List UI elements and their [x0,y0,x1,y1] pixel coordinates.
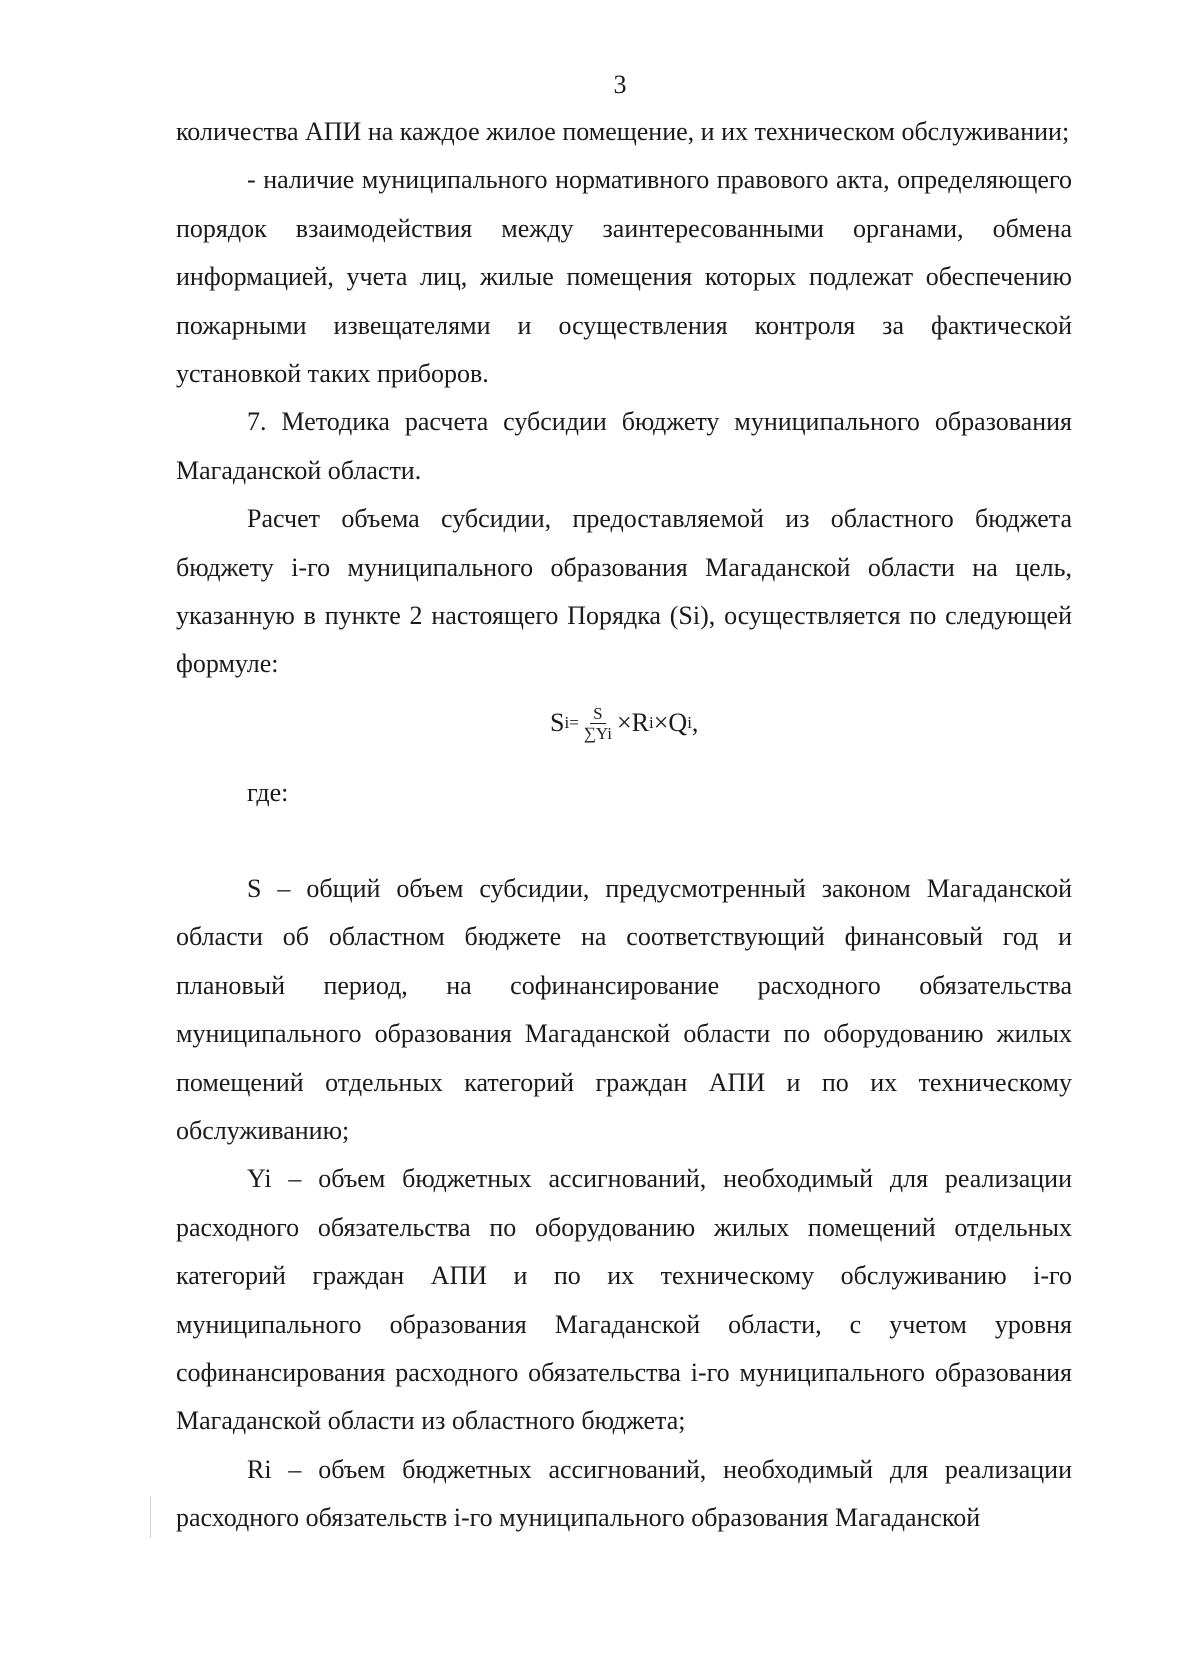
paragraph-definition-yi: Yi – объем бюджетных ассигнований, необходимый для реализации расходного обязательства по оборудованию жилых помещений отдельных категорий граждан АПИ и по их техническому обслуживанию i-го муниципального образования Магаданской области, с учетом уровня софинансирования расходного обязательства i-го муниципального образования Магаданской области из областного бюджета; [176,1164,1072,1436]
formula-tail: , [691,707,699,737]
document-body [176,108,1072,1543]
page-number: 3 [613,70,627,99]
scan-artifact-line [150,1496,151,1538]
formula-times-1: × [616,707,632,737]
formula-numerator: S [590,704,605,724]
formula-q-subscript: i [687,712,692,732]
formula-denominator: ∑Yi [583,723,612,743]
formula-equals: = [569,712,579,732]
paragraph-requirement-item: - наличие муниципального нормативного правового акта, определяющего порядок взаимодействия между заинтересованными органами, обмена информацией, учета лиц, жилые помещения которых подлежат обеспечению пожарными извещателями и осуществления контроля за фактической установкой таких приборов. [176,165,1072,389]
paragraph-definition-s: S – общий объем субсидии, предусмотренный законом Магаданской области об областном бюджете на соответствующий финансовый год и плановый период, на софинансирование расходного обязательства муниципального образования Магаданской области по оборудованию жилых помещений отдельных категорий граждан АПИ и по их техническому обслуживанию; [176,873,1072,1145]
formula-fraction [581,704,615,743]
paragraph-continuation: количества АПИ на каждое жилое помещение, и их техническом обслуживании; [176,117,1070,146]
formula-lhs: S [550,707,565,737]
formula-q: Q [668,707,688,737]
subsidy-formula [550,699,698,747]
formula-times-2: × [653,707,669,737]
formula-lhs-subscript: i [564,712,570,732]
paragraph-calculation-intro: Расчет объема субсидии, предоставляемой из областного бюджета бюджету i-го муниципального образования Магаданской области на цель, указанную в пункте 2 настоящего Порядка (Si), осуществляется по следующей формуле: [176,504,1072,679]
paragraph-section-7-heading: 7. Методика расчета субсидии бюджету муниципального образования Магаданской области. [176,407,1072,485]
where-label: где: [247,777,289,807]
formula-r-subscript: i [649,712,654,732]
paragraph-definition-ri: Ri – объем бюджетных ассигнований, необходимый для реализации расходного обязательств i-го муниципального образования Магаданской [176,1454,1072,1533]
formula-r: R [631,707,649,737]
where-label-row [176,769,1072,865]
formula-block [176,695,1072,769]
